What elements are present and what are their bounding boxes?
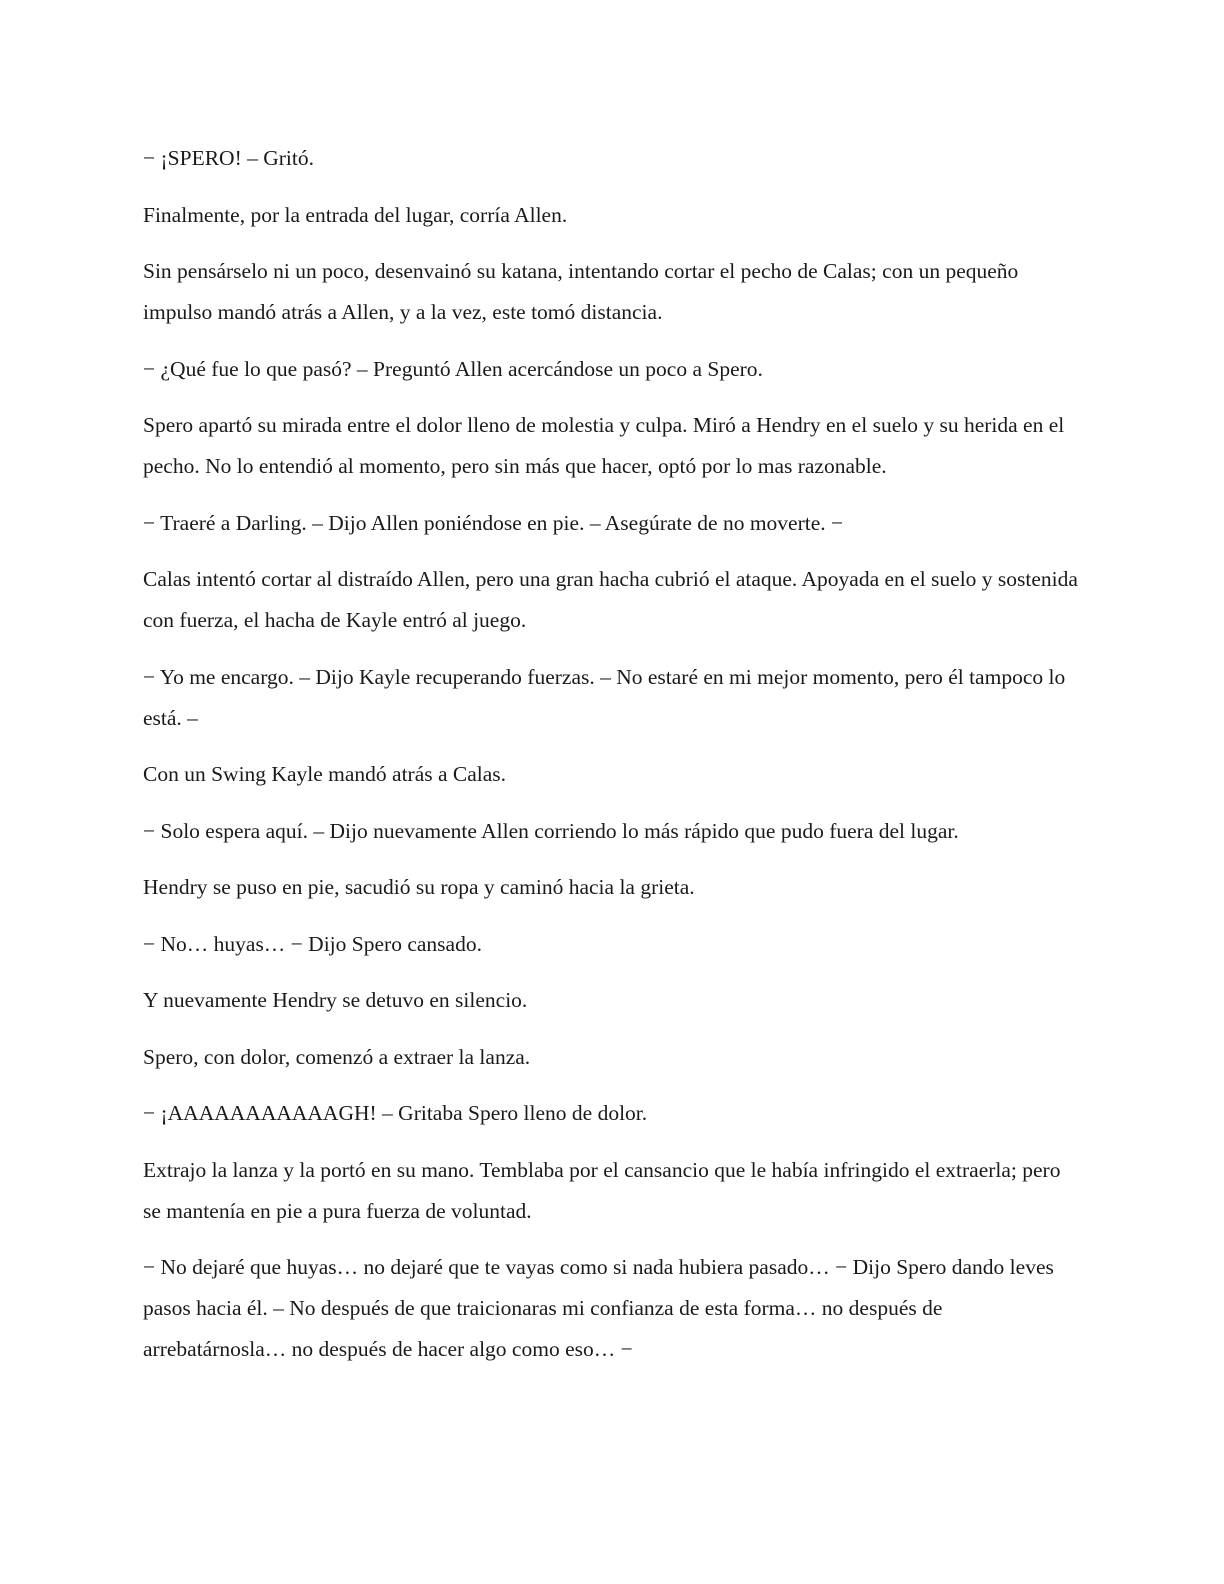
paragraph: − No dejaré que huyas… no dejaré que te vayas como si nada hubiera pasado… − Dijo Spero dando leves pasos hacia él. – No después de que traicionaras mi confianza de esta forma… no después de arrebatárnosla… no después de hacer algo como eso… − [143, 1255, 1054, 1361]
document-body [143, 138, 1078, 1386]
paragraph: − Traeré a Darling. – Dijo Allen poniéndose en pie. – Asegúrate de no moverte. − [143, 510, 844, 535]
paragraph: − ¡SPERO! – Gritó. [143, 146, 314, 170]
paragraph: − Yo me encargo. – Dijo Kayle recuperando fuerzas. – No estaré en mi mejor momento, pero él tampoco lo está. – [143, 664, 1066, 730]
paragraph: Con un Swing Kayle mandó atrás a Calas. [143, 762, 507, 786]
paragraph: − Solo espera aquí. – Dijo nuevamente Allen corriendo lo más rápido que pudo fuera del lugar. [143, 818, 959, 843]
paragraph: Spero apartó su mirada entre el dolor lleno de molestia y culpa. Miró a Hendry en el suelo y su herida en el pecho. No lo entendió al momento, pero sin más que hacer, optó por lo mas razonable. [143, 413, 1065, 478]
paragraph: Extrajo la lanza y la portó en su mano. Temblaba por el cansancio que le había infringido el extraerla; pero se mantenía en pie a pura fuerza de voluntad. [143, 1157, 1061, 1223]
paragraph: Y nuevamente Hendry se detuvo en silencio. [143, 988, 528, 1012]
paragraph: Finalmente, por la entrada del lugar, corría Allen. [143, 202, 568, 227]
paragraph: − No… huyas… − Dijo Spero cansado. [143, 931, 482, 956]
paragraph: − ¡AAAAAAAAAAAGH! – Gritaba Spero lleno de dolor. [143, 1101, 648, 1125]
paragraph: − ¿Qué fue lo que pasó? – Preguntó Allen acercándose un poco a Spero. [143, 356, 763, 381]
paragraph: Calas intentó cortar al distraído Allen, pero una gran hacha cubrió el ataque. Apoyada en el suelo y sostenida con fuerza, el hacha de Kayle entró al juego. [143, 567, 1078, 632]
paragraph: Spero, con dolor, comenzó a extraer la lanza. [143, 1044, 531, 1069]
paragraph: Sin pensárselo ni un poco, desenvainó su katana, intentando cortar el pecho de Calas; con un pequeño impulso mandó atrás a Allen, y a la vez, este tomó distancia. [143, 259, 1019, 324]
paragraph: Hendry se puso en pie, sacudió su ropa y caminó hacia la grieta. [143, 875, 695, 899]
